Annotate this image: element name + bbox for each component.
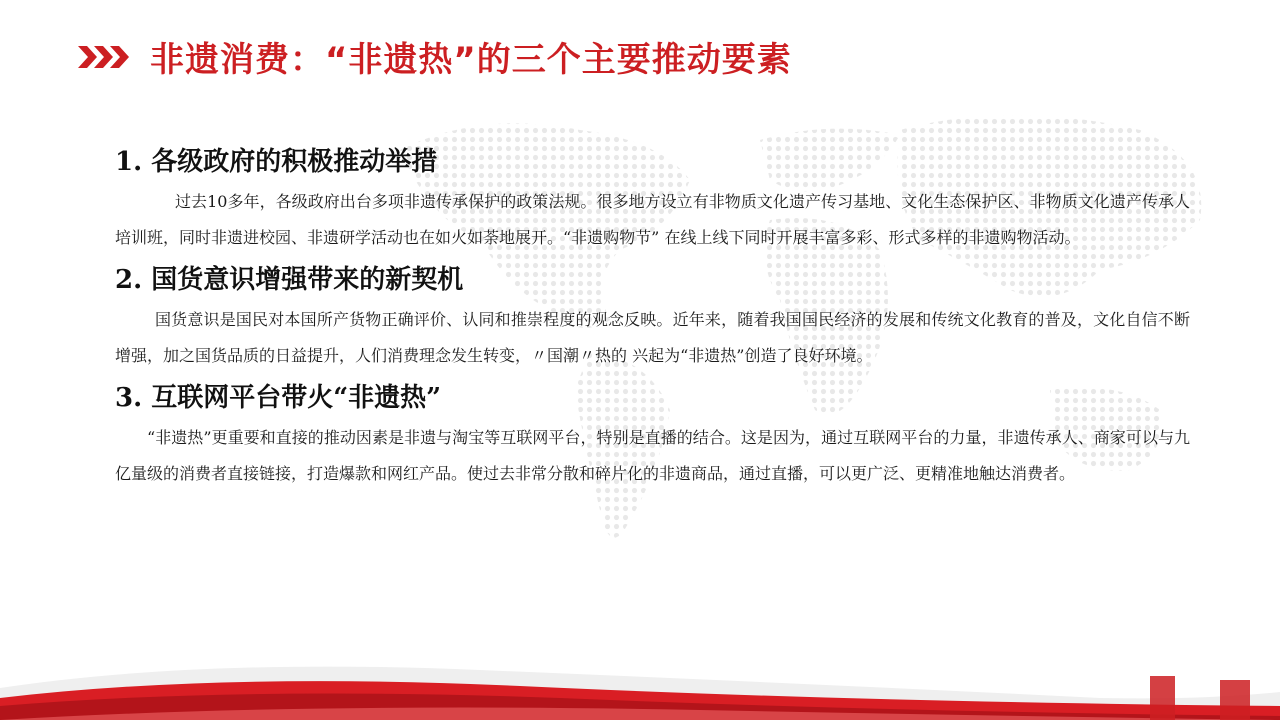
section-heading: 1. 各级政府的积极推动举措 bbox=[115, 147, 438, 177]
section-heading: 2. 国货意识增强带来的新契机 bbox=[115, 265, 464, 295]
section-paragraph: “非遗热”更重要和直接的推动因素是非遗与淘宝等互联网平台，特别是直播的结合。这是因为，通过互联网平台的力量，非遗传承人、商家可以与九亿量级的消费者直接链接，打造爆款和网红产品。使过去非常分散和碎片化的非遗商品，通过直播，可以更广泛、更精准地触达消费者。 bbox=[115, 428, 1190, 483]
section-heading: 3. 互联网平台带火“非遗热” bbox=[115, 383, 442, 413]
triple-chevron-icon bbox=[78, 46, 130, 68]
section-internet-platform bbox=[115, 376, 1190, 492]
page-title: 非遗消费：“非遗热”的三个主要推动要素 bbox=[150, 40, 792, 80]
section-paragraph: 国货意识是国民对本国所产货物正确评价、认同和推崇程度的观念反映。近年来，随着我国国民经济的发展和传统文化教育的普及，文化自信不断增强，加之国货品质的日益提升，人们消费理念发生转变，〃国潮〃热的 兴起为“非遗热”创造了良好环境。 bbox=[115, 310, 1190, 365]
section-domestic-goods bbox=[115, 258, 1190, 374]
section-paragraph: 过去10多年，各级政府出台多项非遗传承保护的政策法规。很多地方设立有非物质文化遗产传习基地、文化生态保护区、非物质文化遗产传承人培训班，同时非遗进校园、非遗研学活动也在如火如荼地展开。“非遗购物节” 在线上线下同时开展丰富多彩、形式多样的非遗购物活动。 bbox=[115, 192, 1190, 247]
section-government bbox=[115, 140, 1190, 256]
slide-header bbox=[78, 28, 1228, 84]
bottom-decoration bbox=[0, 640, 1280, 720]
content-body bbox=[115, 140, 1190, 494]
